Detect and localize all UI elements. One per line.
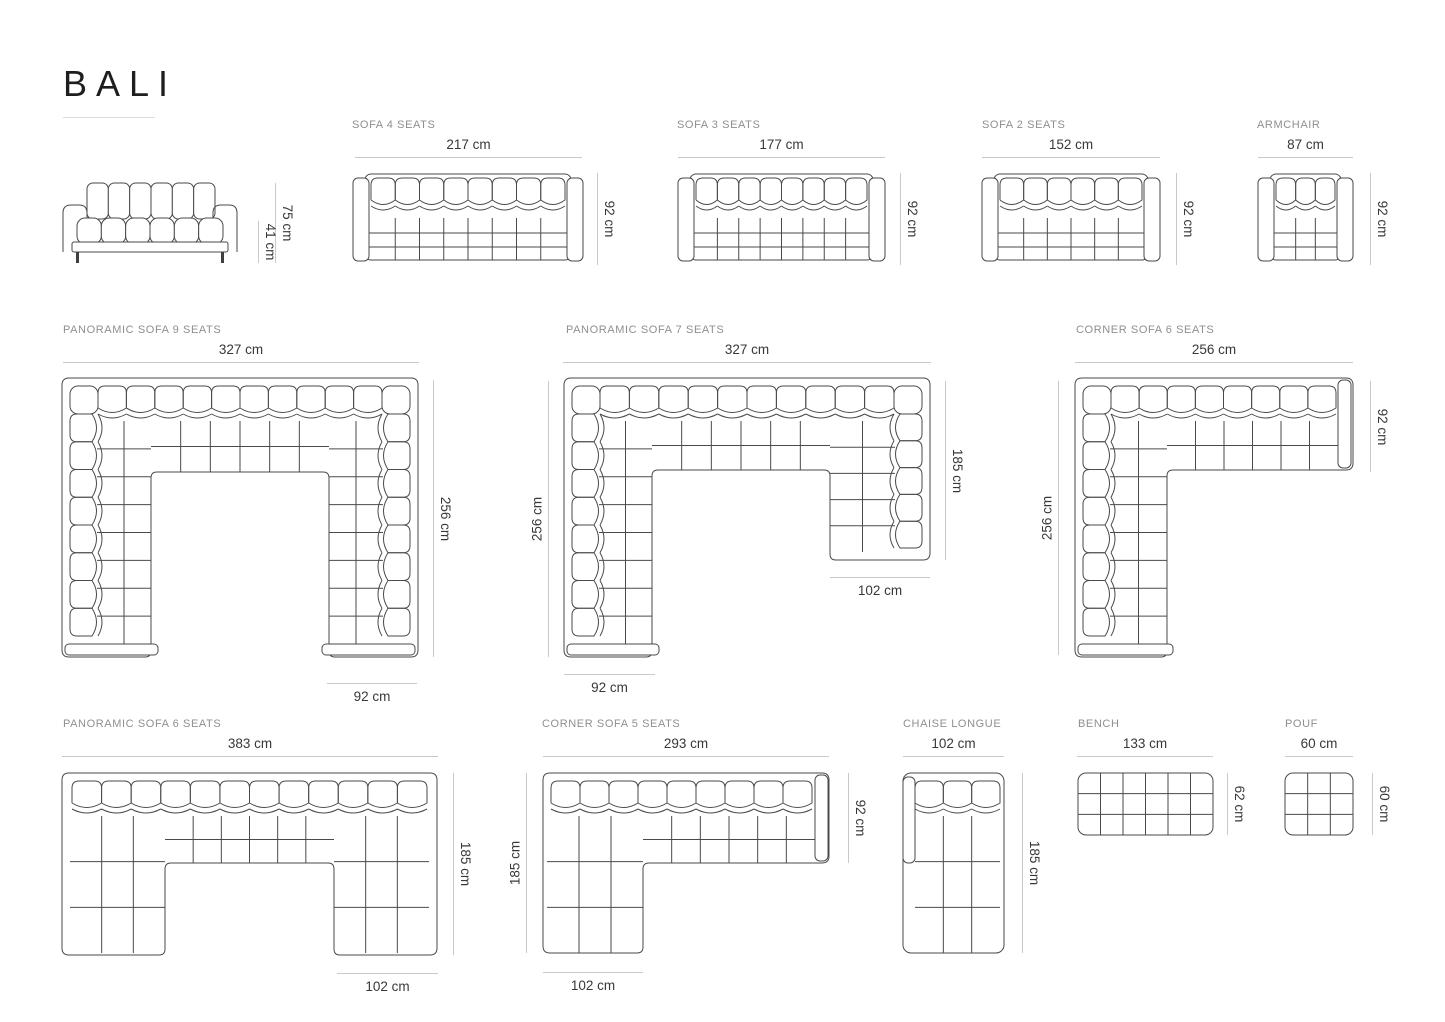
- dim-value: 60 cm: [1300, 736, 1338, 751]
- dim-pan6-right-depth: [453, 773, 473, 955]
- dim-bench-width: [1077, 736, 1213, 757]
- diagram-label-corner6: CORNER SOFA 6 SEATS: [1076, 324, 1215, 336]
- diagram-label-corner5: CORNER SOFA 5 SEATS: [542, 718, 681, 730]
- dim-pouf-width: [1285, 736, 1353, 757]
- dim-corner6-left-depth: [1039, 381, 1059, 655]
- dim-corner6-depth: [1370, 381, 1390, 472]
- bench-top-view-drawing: [1078, 773, 1213, 835]
- diagram-label-pouf: POUF: [1285, 718, 1318, 730]
- dim-corner5-depth: [848, 773, 868, 863]
- dim-value: 92 cm: [601, 200, 617, 238]
- dim-bench-depth: [1227, 773, 1247, 835]
- dim-value: 327 cm: [724, 342, 770, 357]
- pan6-top-view-drawing: [62, 773, 437, 955]
- dim-value: 133 cm: [1122, 736, 1168, 751]
- diagram-label-sofa4: SOFA 4 SEATS: [352, 119, 436, 131]
- dim-value: 256 cm: [529, 496, 545, 542]
- sofa-front-view-drawing: [60, 180, 240, 265]
- diagram-label-pan6: PANORAMIC SOFA 6 SEATS: [63, 718, 222, 730]
- dim-value: 87 cm: [1287, 137, 1324, 152]
- dim-value: 185 cm: [1026, 840, 1042, 886]
- corner5-top-view-drawing: [543, 773, 829, 953]
- dim-value: 92 cm: [904, 200, 920, 238]
- dim-sofa4-depth: [597, 173, 617, 265]
- dim-pan6-width: [62, 736, 438, 757]
- dim-value: 152 cm: [1048, 137, 1094, 152]
- dim-value: 92 cm: [1374, 408, 1390, 445]
- dim-chaise-width: [903, 736, 1004, 757]
- dim-value: 185 cm: [457, 841, 473, 887]
- dim-chaise-depth: [1022, 773, 1042, 953]
- dim-sofa3-width: [678, 137, 885, 158]
- dim-value: 102 cm: [570, 978, 616, 993]
- dim-value: 92 cm: [1374, 200, 1390, 238]
- dim-value: 92 cm: [1180, 200, 1196, 238]
- dim-value: 383 cm: [227, 736, 273, 751]
- dim-value: 293 cm: [663, 736, 709, 751]
- pan9-top-view-drawing: [62, 378, 418, 658]
- dim-armchair-depth: [1370, 173, 1390, 265]
- diagram-label-sofa2: SOFA 2 SEATS: [982, 119, 1066, 131]
- dim-value: 102 cm: [931, 736, 976, 751]
- dim-value: 102 cm: [857, 583, 903, 598]
- dim-corner5-left-depth: [507, 773, 527, 953]
- dim-corner5-width: [543, 736, 829, 757]
- diagram-label-pan9: PANORAMIC SOFA 9 SEATS: [63, 324, 222, 336]
- sofa4-top-view-drawing: [353, 172, 583, 265]
- dim-pan9-width: [63, 342, 419, 363]
- dim-sofa2-width: [982, 137, 1160, 158]
- dim-value: 256 cm: [1039, 495, 1055, 541]
- dim-front-seat-height: [258, 221, 278, 263]
- dim-sofa4-width: [355, 137, 582, 158]
- diagram-label-sofa3: SOFA 3 SEATS: [677, 119, 761, 131]
- dim-value: 256 cm: [1191, 342, 1237, 357]
- title-underline: [63, 117, 155, 118]
- dim-armchair-width: [1258, 137, 1353, 158]
- pan7-top-view-drawing: [564, 378, 930, 658]
- dim-pan7-leg-width: [564, 674, 655, 696]
- dim-value: 75 cm: [279, 204, 295, 242]
- dim-pan9-depth: [433, 380, 453, 657]
- dim-value: 185 cm: [507, 840, 523, 886]
- diagram-label-pan7: PANORAMIC SOFA 7 SEATS: [566, 324, 725, 336]
- diagram-label-armchair: ARMCHAIR: [1257, 119, 1321, 131]
- dim-sofa2-depth: [1176, 173, 1196, 265]
- dim-pan7-left-depth: [529, 381, 549, 657]
- dim-value: 62 cm: [1231, 785, 1247, 823]
- corner6-top-view-drawing: [1075, 378, 1353, 658]
- dim-value: 41 cm: [262, 223, 278, 261]
- dim-pan7-width: [563, 342, 931, 363]
- dim-value: 92 cm: [353, 689, 391, 704]
- page-title: BALI: [63, 63, 178, 104]
- dim-value: 256 cm: [437, 496, 453, 541]
- dim-corner6-width: [1075, 342, 1353, 363]
- dim-pan6-chaise-width: [337, 973, 438, 995]
- dim-sofa3-depth: [900, 173, 920, 265]
- dim-pan7-chaise-width: [830, 577, 930, 599]
- dim-value: 92 cm: [591, 680, 628, 695]
- dim-value: 217 cm: [446, 137, 491, 152]
- dim-corner5-chaise-width: [543, 972, 643, 994]
- diagram-label-bench: BENCH: [1078, 718, 1120, 730]
- dim-value: 60 cm: [1376, 785, 1392, 823]
- dim-value: 177 cm: [759, 137, 804, 152]
- pouf-top-view-drawing: [1285, 773, 1353, 835]
- dim-value: 185 cm: [949, 448, 965, 493]
- armchair-top-view-drawing: [1258, 172, 1353, 265]
- diagram-label-chaise: CHAISE LONGUE: [903, 718, 1002, 730]
- sofa3-top-view-drawing: [678, 172, 885, 265]
- dim-pan9-leg-width: [327, 683, 417, 705]
- sofa2-top-view-drawing: [982, 172, 1160, 265]
- chaise-top-view-drawing: [903, 773, 1004, 953]
- dim-pouf-depth: [1372, 773, 1392, 835]
- dim-value: 327 cm: [218, 342, 264, 357]
- dim-value: 92 cm: [852, 799, 868, 837]
- dim-pan7-right-depth: [945, 381, 965, 560]
- dim-value: 102 cm: [365, 979, 410, 994]
